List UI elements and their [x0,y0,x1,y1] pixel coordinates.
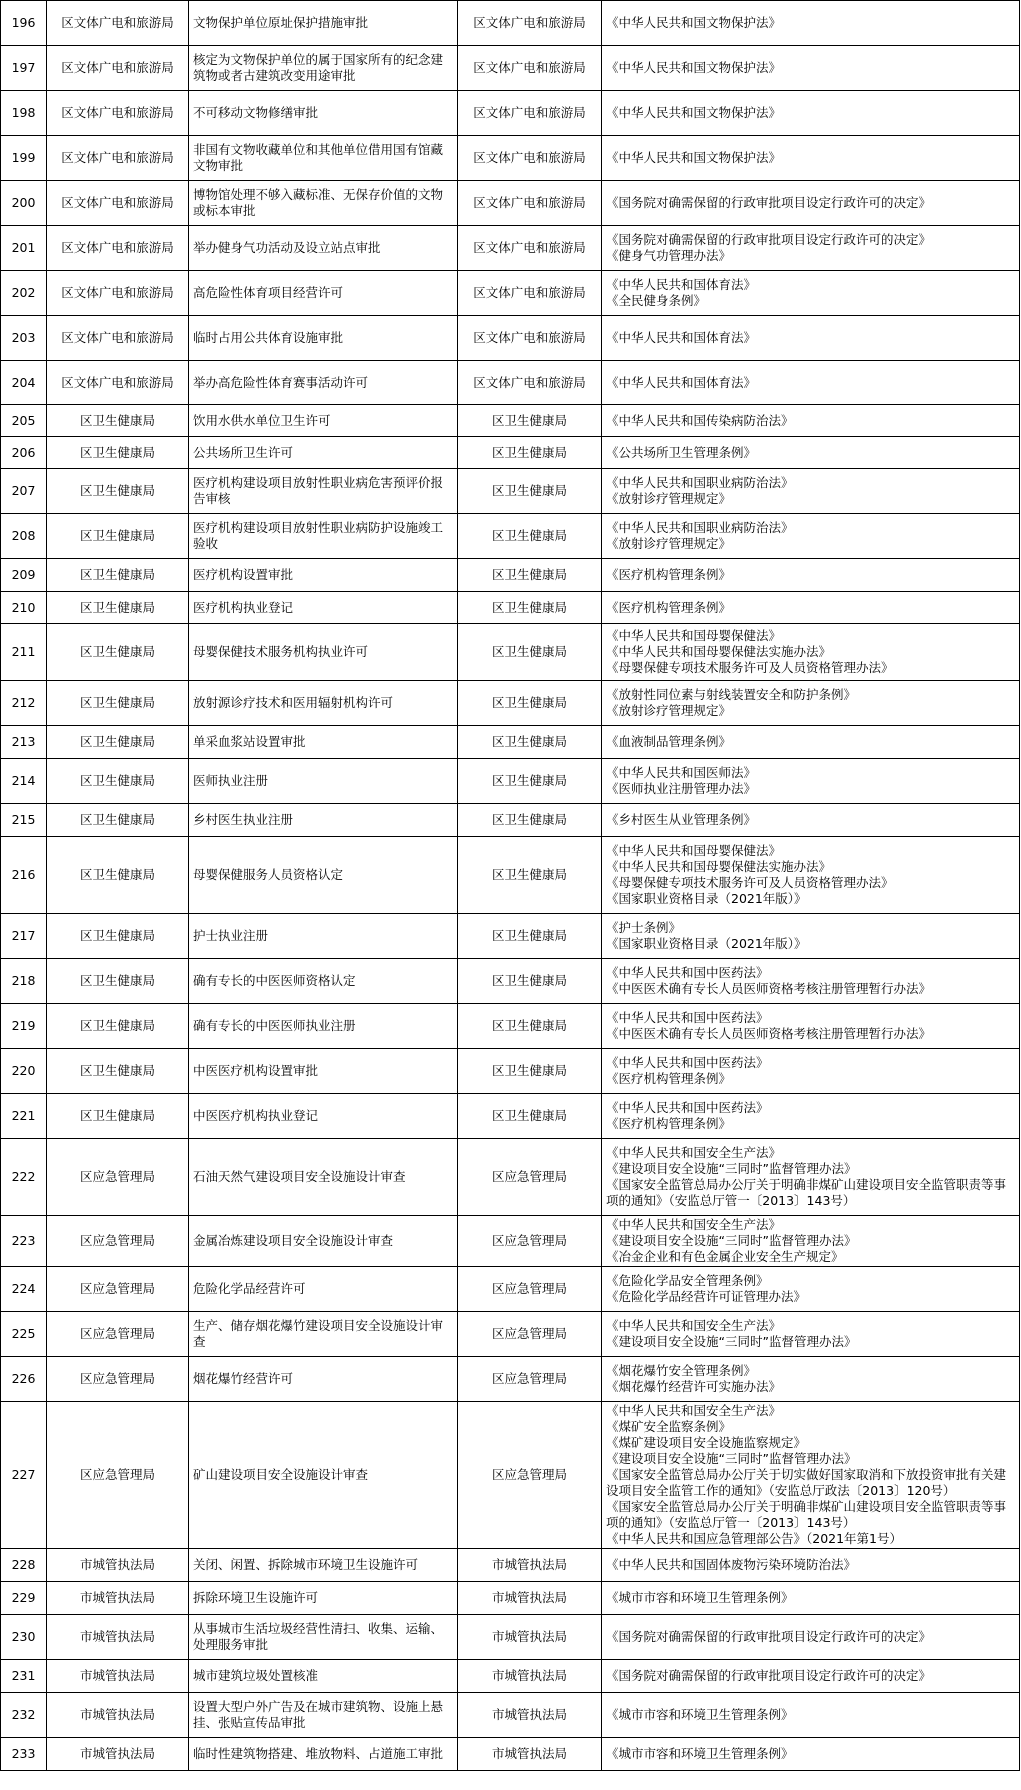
implementing-agency-cell: 区文体广电和旅游局 [458,1,602,46]
department-cell: 市城管执法局 [47,1615,189,1660]
implementing-agency-cell: 区卫生健康局 [458,959,602,1004]
approval-item-cell: 确有专长的中医医师执业注册 [189,1004,458,1049]
implementing-agency-cell: 区卫生健康局 [458,559,602,592]
table-row [1,1582,1020,1615]
row-number-cell: 233 [1,1738,47,1771]
approval-item-cell: 金属冶炼建设项目安全设施设计审查 [189,1216,458,1267]
table-row [1,1216,1020,1267]
legal-basis-cell: 《中华人民共和国母婴保健法》 《中华人民共和国母婴保健法实施办法》 《母婴保健专项技术服务许可及人员资格管理办法》 《国家职业资格目录（2021年版）》 [602,837,1020,914]
row-number-cell: 206 [1,437,47,469]
department-cell: 区文体广电和旅游局 [47,181,189,226]
implementing-agency-cell: 区卫生健康局 [458,405,602,437]
table-row [1,271,1020,316]
legal-basis-cell: 《城市市容和环境卫生管理条例》 [602,1693,1020,1738]
legal-basis-cell: 《中华人民共和国体育法》 [602,316,1020,361]
approval-item-cell: 母婴保健服务人员资格认定 [189,837,458,914]
table-row [1,181,1020,226]
approval-item-cell: 高危险性体育项目经营许可 [189,271,458,316]
department-cell: 区卫生健康局 [47,1094,189,1139]
implementing-agency-cell: 区应急管理局 [458,1216,602,1267]
row-number-cell: 227 [1,1402,47,1549]
department-cell: 区文体广电和旅游局 [47,1,189,46]
department-cell: 区卫生健康局 [47,1004,189,1049]
legal-basis-cell: 《放射性同位素与射线装置安全和防护条例》 《放射诊疗管理规定》 [602,681,1020,726]
row-number-cell: 200 [1,181,47,226]
table-row [1,1049,1020,1094]
approval-item-cell: 护士执业注册 [189,914,458,959]
implementing-agency-cell: 市城管执法局 [458,1693,602,1738]
row-number-cell: 207 [1,469,47,514]
row-number-cell: 210 [1,592,47,624]
implementing-agency-cell: 区卫生健康局 [458,624,602,681]
legal-basis-cell: 《中华人民共和国文物保护法》 [602,136,1020,181]
row-number-cell: 226 [1,1357,47,1402]
implementing-agency-cell: 区文体广电和旅游局 [458,316,602,361]
implementing-agency-cell: 区应急管理局 [458,1139,602,1216]
implementing-agency-cell: 区文体广电和旅游局 [458,91,602,136]
implementing-agency-cell: 市城管执法局 [458,1549,602,1582]
implementing-agency-cell: 区卫生健康局 [458,759,602,804]
table-row [1,959,1020,1004]
legal-basis-cell: 《城市市容和环境卫生管理条例》 [602,1582,1020,1615]
legal-basis-cell: 《中华人民共和国母婴保健法》 《中华人民共和国母婴保健法实施办法》 《母婴保健专项技术服务许可及人员资格管理办法》 [602,624,1020,681]
legal-basis-cell: 《中华人民共和国安全生产法》 《建设项目安全设施“三同时”监督管理办法》 《冶金企业和有色金属企业安全生产规定》 [602,1216,1020,1267]
legal-basis-cell: 《乡村医生从业管理条例》 [602,804,1020,837]
table-row [1,1549,1020,1582]
table-row [1,1693,1020,1738]
table-row [1,726,1020,759]
approval-item-cell: 放射源诊疗技术和医用辐射机构许可 [189,681,458,726]
legal-basis-cell: 《中华人民共和国传染病防治法》 [602,405,1020,437]
department-cell: 区应急管理局 [47,1312,189,1357]
department-cell: 区卫生健康局 [47,592,189,624]
row-number-cell: 198 [1,91,47,136]
approval-item-cell: 博物馆处理不够入藏标准、无保存价值的文物或标本审批 [189,181,458,226]
row-number-cell: 221 [1,1094,47,1139]
approval-item-cell: 不可移动文物修缮审批 [189,91,458,136]
table-row [1,914,1020,959]
row-number-cell: 229 [1,1582,47,1615]
approval-item-cell: 中医医疗机构执业登记 [189,1094,458,1139]
approval-item-cell: 文物保护单位原址保护措施审批 [189,1,458,46]
table-row [1,1660,1020,1693]
approval-item-cell: 饮用水供水单位卫生许可 [189,405,458,437]
approval-item-cell: 举办健身气功活动及设立站点审批 [189,226,458,271]
legal-basis-cell: 《烟花爆竹安全管理条例》 《烟花爆竹经营许可实施办法》 [602,1357,1020,1402]
legal-basis-cell: 《国务院对确需保留的行政审批项目设定行政许可的决定》 [602,1615,1020,1660]
legal-basis-cell: 《中华人民共和国体育法》 [602,361,1020,405]
implementing-agency-cell: 市城管执法局 [458,1615,602,1660]
implementing-agency-cell: 区卫生健康局 [458,1004,602,1049]
legal-basis-cell: 《中华人民共和国安全生产法》 《煤矿安全监察条例》 《煤矿建设项目安全设施监察规定》 《建设项目安全设施“三同时”监督管理办法》 《国家安全监管总局办公厅关于切实做好国家取消和下放投资审批有关建设项目安全监管工作的通知》（安监总厅政法〔2013〕120号） 《国家安全监管总局办公厅关于明确非煤矿山建设项目安全监管职责等事项的通知》（安监总厅管一〔2013〕143号） 《中华人民共和国应急管理部公告》（2021年第1号） [602,1402,1020,1549]
legal-basis-cell: 《中华人民共和国安全生产法》 《建设项目安全设施“三同时”监督管理办法》 [602,1312,1020,1357]
approval-item-cell: 危险化学品经营许可 [189,1267,458,1312]
department-cell: 区卫生健康局 [47,469,189,514]
department-cell: 区应急管理局 [47,1216,189,1267]
approval-item-cell: 石油天然气建设项目安全设施设计审查 [189,1139,458,1216]
approval-item-cell: 非国有文物收藏单位和其他单位借用国有馆藏文物审批 [189,136,458,181]
legal-basis-cell: 《危险化学品安全管理条例》 《危险化学品经营许可证管理办法》 [602,1267,1020,1312]
legal-basis-cell: 《中华人民共和国中医药法》 《医疗机构管理条例》 [602,1049,1020,1094]
table-body [1,1,1020,1771]
legal-basis-cell: 《国务院对确需保留的行政审批项目设定行政许可的决定》 《健身气功管理办法》 [602,226,1020,271]
row-number-cell: 218 [1,959,47,1004]
table-row [1,592,1020,624]
implementing-agency-cell: 市城管执法局 [458,1660,602,1693]
table-row [1,1139,1020,1216]
implementing-agency-cell: 区文体广电和旅游局 [458,46,602,91]
implementing-agency-cell: 市城管执法局 [458,1582,602,1615]
approval-item-cell: 中医医疗机构设置审批 [189,1049,458,1094]
row-number-cell: 211 [1,624,47,681]
approval-item-cell: 核定为文物保护单位的属于国家所有的纪念建筑物或者古建筑改变用途审批 [189,46,458,91]
implementing-agency-cell: 区卫生健康局 [458,469,602,514]
row-number-cell: 213 [1,726,47,759]
row-number-cell: 215 [1,804,47,837]
approval-item-cell: 拆除环境卫生设施许可 [189,1582,458,1615]
row-number-cell: 232 [1,1693,47,1738]
approval-item-cell: 乡村医生执业注册 [189,804,458,837]
implementing-agency-cell: 区文体广电和旅游局 [458,361,602,405]
table-row [1,405,1020,437]
approval-item-cell: 单采血浆站设置审批 [189,726,458,759]
implementing-agency-cell: 区卫生健康局 [458,914,602,959]
table-row [1,1312,1020,1357]
department-cell: 区文体广电和旅游局 [47,226,189,271]
table-row [1,1267,1020,1312]
legal-basis-cell: 《中华人民共和国中医药法》 《中医医术确有专长人员医师资格考核注册管理暂行办法》 [602,959,1020,1004]
implementing-agency-cell: 区卫生健康局 [458,726,602,759]
department-cell: 区卫生健康局 [47,514,189,559]
table-row [1,804,1020,837]
department-cell: 区卫生健康局 [47,804,189,837]
department-cell: 市城管执法局 [47,1549,189,1582]
implementing-agency-cell: 区文体广电和旅游局 [458,271,602,316]
department-cell: 区应急管理局 [47,1357,189,1402]
implementing-agency-cell: 区文体广电和旅游局 [458,226,602,271]
department-cell: 区卫生健康局 [47,914,189,959]
implementing-agency-cell: 区卫生健康局 [458,681,602,726]
table-row [1,469,1020,514]
implementing-agency-cell: 区卫生健康局 [458,1094,602,1139]
approval-item-cell: 临时性建筑物搭建、堆放物料、占道施工审批 [189,1738,458,1771]
department-cell: 区文体广电和旅游局 [47,271,189,316]
table-row [1,624,1020,681]
implementing-agency-cell: 区应急管理局 [458,1357,602,1402]
department-cell: 区卫生健康局 [47,437,189,469]
legal-basis-cell: 《中华人民共和国中医药法》 《医疗机构管理条例》 [602,1094,1020,1139]
department-cell: 区应急管理局 [47,1267,189,1312]
row-number-cell: 199 [1,136,47,181]
approval-item-cell: 从事城市生活垃圾经营性清扫、收集、运输、处理服务审批 [189,1615,458,1660]
implementing-agency-cell: 区卫生健康局 [458,514,602,559]
implementing-agency-cell: 区卫生健康局 [458,592,602,624]
approval-item-cell: 关闭、闲置、拆除城市环境卫生设施许可 [189,1549,458,1582]
department-cell: 区文体广电和旅游局 [47,46,189,91]
legal-basis-cell: 《护士条例》 《国家职业资格目录（2021年版）》 [602,914,1020,959]
department-cell: 区文体广电和旅游局 [47,361,189,405]
table-row [1,437,1020,469]
legal-basis-cell: 《中华人民共和国文物保护法》 [602,1,1020,46]
row-number-cell: 197 [1,46,47,91]
department-cell: 区应急管理局 [47,1139,189,1216]
department-cell: 市城管执法局 [47,1738,189,1771]
legal-basis-cell: 《医疗机构管理条例》 [602,592,1020,624]
legal-basis-cell: 《城市市容和环境卫生管理条例》 [602,1738,1020,1771]
approval-item-cell: 医疗机构执业登记 [189,592,458,624]
row-number-cell: 220 [1,1049,47,1094]
row-number-cell: 224 [1,1267,47,1312]
department-cell: 区卫生健康局 [47,559,189,592]
table-row [1,91,1020,136]
implementing-agency-cell: 区卫生健康局 [458,437,602,469]
implementing-agency-cell: 区应急管理局 [458,1312,602,1357]
table-row [1,1,1020,46]
implementing-agency-cell: 市城管执法局 [458,1738,602,1771]
row-number-cell: 225 [1,1312,47,1357]
table-row [1,136,1020,181]
approval-item-cell: 确有专长的中医医师资格认定 [189,959,458,1004]
implementing-agency-cell: 区卫生健康局 [458,837,602,914]
row-number-cell: 222 [1,1139,47,1216]
table-row [1,514,1020,559]
department-cell: 区应急管理局 [47,1402,189,1549]
legal-basis-cell: 《血液制品管理条例》 [602,726,1020,759]
approval-item-cell: 临时占用公共体育设施审批 [189,316,458,361]
legal-basis-cell: 《中华人民共和国文物保护法》 [602,46,1020,91]
department-cell: 区卫生健康局 [47,959,189,1004]
table-row [1,837,1020,914]
approval-item-cell: 矿山建设项目安全设施设计审查 [189,1402,458,1549]
row-number-cell: 219 [1,1004,47,1049]
department-cell: 区文体广电和旅游局 [47,91,189,136]
department-cell: 区卫生健康局 [47,726,189,759]
department-cell: 市城管执法局 [47,1693,189,1738]
legal-basis-cell: 《国务院对确需保留的行政审批项目设定行政许可的决定》 [602,181,1020,226]
legal-basis-cell: 《医疗机构管理条例》 [602,559,1020,592]
row-number-cell: 223 [1,1216,47,1267]
row-number-cell: 228 [1,1549,47,1582]
row-number-cell: 205 [1,405,47,437]
row-number-cell: 201 [1,226,47,271]
table-row [1,316,1020,361]
approval-item-cell: 举办高危险性体育赛事活动许可 [189,361,458,405]
table-row [1,559,1020,592]
approval-item-cell: 医疗机构设置审批 [189,559,458,592]
approval-item-cell: 公共场所卫生许可 [189,437,458,469]
row-number-cell: 204 [1,361,47,405]
legal-basis-cell: 《中华人民共和国中医药法》 《中医医术确有专长人员医师资格考核注册管理暂行办法》 [602,1004,1020,1049]
approval-item-cell: 医疗机构建设项目放射性职业病防护设施竣工验收 [189,514,458,559]
department-cell: 区卫生健康局 [47,837,189,914]
department-cell: 区卫生健康局 [47,624,189,681]
table-row [1,1738,1020,1771]
department-cell: 市城管执法局 [47,1582,189,1615]
department-cell: 区文体广电和旅游局 [47,316,189,361]
row-number-cell: 214 [1,759,47,804]
row-number-cell: 216 [1,837,47,914]
row-number-cell: 209 [1,559,47,592]
row-number-cell: 231 [1,1660,47,1693]
approval-item-cell: 医疗机构建设项目放射性职业病危害预评价报告审核 [189,469,458,514]
department-cell: 市城管执法局 [47,1660,189,1693]
table-row [1,1357,1020,1402]
department-cell: 区卫生健康局 [47,1049,189,1094]
row-number-cell: 196 [1,1,47,46]
row-number-cell: 208 [1,514,47,559]
implementing-agency-cell: 区文体广电和旅游局 [458,136,602,181]
legal-basis-cell: 《中华人民共和国职业病防治法》 《放射诊疗管理规定》 [602,514,1020,559]
legal-basis-cell: 《中华人民共和国职业病防治法》 《放射诊疗管理规定》 [602,469,1020,514]
table-row [1,226,1020,271]
table-row [1,1094,1020,1139]
department-cell: 区卫生健康局 [47,759,189,804]
approval-item-cell: 医师执业注册 [189,759,458,804]
table-row [1,1402,1020,1549]
row-number-cell: 202 [1,271,47,316]
table-row [1,1615,1020,1660]
approval-item-cell: 生产、储存烟花爆竹建设项目安全设施设计审查 [189,1312,458,1357]
legal-basis-cell: 《中华人民共和国文物保护法》 [602,91,1020,136]
department-cell: 区卫生健康局 [47,405,189,437]
legal-basis-cell: 《中华人民共和国体育法》 《全民健身条例》 [602,271,1020,316]
implementing-agency-cell: 区应急管理局 [458,1267,602,1312]
department-cell: 区文体广电和旅游局 [47,136,189,181]
implementing-agency-cell: 区文体广电和旅游局 [458,181,602,226]
legal-basis-cell: 《中华人民共和国安全生产法》 《建设项目安全设施“三同时”监督管理办法》 《国家安全监管总局办公厅关于明确非煤矿山建设项目安全监管职责等事项的通知》（安监总厅管一〔2013〕143号） [602,1139,1020,1216]
row-number-cell: 212 [1,681,47,726]
row-number-cell: 217 [1,914,47,959]
table-row [1,1004,1020,1049]
department-cell: 区卫生健康局 [47,681,189,726]
table-row [1,361,1020,405]
approval-item-cell: 设置大型户外广告及在城市建筑物、设施上悬挂、张贴宣传品审批 [189,1693,458,1738]
row-number-cell: 203 [1,316,47,361]
implementing-agency-cell: 区卫生健康局 [458,804,602,837]
approval-item-cell: 城市建筑垃圾处置核准 [189,1660,458,1693]
row-number-cell: 230 [1,1615,47,1660]
approval-item-cell: 烟花爆竹经营许可 [189,1357,458,1402]
implementing-agency-cell: 区卫生健康局 [458,1049,602,1094]
table-row [1,681,1020,726]
legal-basis-cell: 《中华人民共和国固体废物污染环境防治法》 [602,1549,1020,1582]
legal-basis-cell: 《公共场所卫生管理条例》 [602,437,1020,469]
legal-basis-cell: 《中华人民共和国医师法》 《医师执业注册管理办法》 [602,759,1020,804]
legal-basis-cell: 《国务院对确需保留的行政审批项目设定行政许可的决定》 [602,1660,1020,1693]
approval-item-cell: 母婴保健技术服务机构执业许可 [189,624,458,681]
table-row [1,759,1020,804]
table-row [1,46,1020,91]
implementing-agency-cell: 区应急管理局 [458,1402,602,1549]
